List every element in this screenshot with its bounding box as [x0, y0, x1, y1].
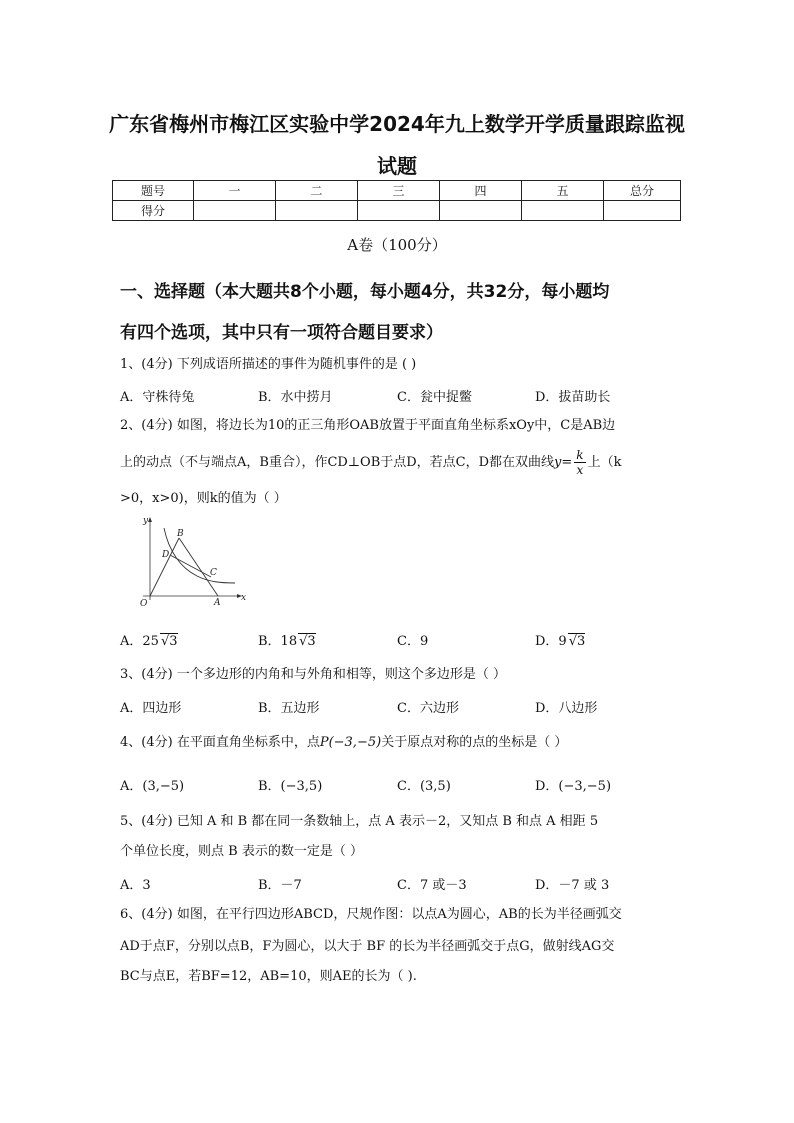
- volume-heading: A卷（100分）: [347, 236, 447, 254]
- option-b: [258, 630, 316, 649]
- question-2-figure: [133, 512, 248, 610]
- score-header-cell: 题号: [113, 181, 194, 201]
- figure-label-o: O: [140, 599, 148, 609]
- fraction-numerator: k: [576, 448, 584, 462]
- option-d: D．(−3,−5): [535, 779, 612, 794]
- option-b: B．(−3,5): [258, 779, 323, 794]
- question-2-line-1: 2、(4分) 如图，将边长为10的正三角形OAB放置于平面直角坐标系xOy中，C是AB边: [120, 418, 616, 433]
- option-d: D．八边形: [535, 701, 598, 716]
- question-3-stem: 3、(4分) 一个多边形的内角和与外角和相等，则这个多边形是（ ）: [120, 667, 506, 682]
- question-4-options: [120, 775, 680, 795]
- score-header-cell: 总分: [604, 181, 681, 201]
- score-header-cell: 五: [522, 181, 604, 201]
- question-5-line-2: 个单位长度，则点 B 表示的数一定是（ ）: [120, 844, 363, 859]
- score-row-label: 得分: [113, 201, 194, 221]
- side-ob: [150, 538, 179, 596]
- section-heading: 一、选择题（本大题共8个小题，每小题4分，共32分，每小题均: [120, 282, 610, 302]
- option-a-radicand: 3: [169, 634, 178, 649]
- side-ab: [179, 538, 218, 596]
- score-cell: [604, 201, 681, 221]
- question-4-text: 4、(4分) 在平面直角坐标系中，点: [120, 735, 320, 750]
- fraction-denominator: x: [576, 463, 584, 477]
- option-b: B．五边形: [258, 701, 320, 716]
- score-cell: [276, 201, 358, 221]
- figure-label-y: y: [143, 516, 149, 526]
- option-d-label: D．9: [535, 634, 567, 649]
- figure-label-b: B: [177, 529, 184, 539]
- y-axis-arrow: [148, 517, 152, 522]
- option-d-radical: √3: [568, 634, 586, 649]
- question-5-options: [120, 874, 680, 894]
- option-a: A．3: [120, 878, 151, 893]
- question-2-options: [120, 630, 680, 650]
- option-a: [120, 630, 178, 649]
- question-6-line-2: AD于点F，分别以点B，F为圆心，以大于 BF 的长为半径画弧交于点G，做射线AG交: [120, 939, 615, 954]
- question-6-line-1: 6、(4分) 如图，在平行四边形ABCD，尺规作图：以点A为圆心，AB的长为半径画弧交: [120, 907, 622, 922]
- question-2-line-3: >0，x>0)，则k的值为（ ）: [120, 491, 287, 506]
- option-d: D．－7 或 3: [535, 878, 610, 893]
- figure-label-d: D: [162, 550, 170, 560]
- question-2-text: 上（k: [587, 455, 622, 470]
- question-4-stem: [120, 733, 680, 753]
- score-table-header-row: [113, 181, 681, 201]
- option-c: C．六边形: [397, 701, 459, 716]
- question-6-line-3: BC与点E，若BF=12，AB=10，则AE的长为（ ).: [120, 969, 417, 984]
- option-a: A．守株待兔: [120, 390, 195, 405]
- document-title: 广东省梅州市梅江区实验中学2024年九上数学开学质量跟踪监视: [109, 112, 685, 136]
- question-3-options: [120, 697, 680, 717]
- option-a: A．(3,−5): [120, 779, 185, 794]
- score-header-cell: 三: [358, 181, 440, 201]
- option-b-label: B．18: [258, 634, 298, 649]
- score-cell: [358, 201, 440, 221]
- point-p: P(−3,−5): [319, 735, 382, 750]
- option-d: [535, 630, 585, 649]
- score-header-cell: 二: [276, 181, 358, 201]
- option-a-label: A．25: [120, 634, 159, 649]
- question-2-text: 上的动点（不与端点A，B重合），作CD⊥OB于点D，若点C，D都在双曲线: [120, 455, 555, 470]
- option-b-radical: √3: [299, 634, 316, 649]
- figure-label-x: x: [241, 593, 247, 603]
- option-c: C．9: [397, 634, 429, 649]
- question-1-options: [120, 386, 680, 406]
- option-d-radicand: 3: [577, 634, 586, 649]
- question-2-line-2: [120, 446, 680, 480]
- option-b-radicand: 3: [307, 634, 316, 649]
- fraction: [574, 448, 585, 477]
- score-cell: [194, 201, 276, 221]
- score-table: [112, 180, 681, 221]
- score-cell: [522, 201, 604, 221]
- option-c: C．(3,5): [397, 779, 451, 794]
- option-c: C．瓮中捉鳖: [397, 390, 472, 405]
- question-5-line-1: 5、(4分) 已知 A 和 B 都在同一条数轴上，点 A 表示－2，又知点 B 和点 A 相距 5: [120, 814, 599, 829]
- figure-label-c: C: [210, 568, 217, 578]
- section-heading-continued: 有四个选项，其中只有一项符合题目要求）: [120, 323, 443, 343]
- option-a-radical: √3: [160, 634, 178, 649]
- option-b: B．水中捞月: [258, 390, 333, 405]
- option-b: B．－7: [258, 878, 302, 893]
- equation-lhs: y=: [554, 455, 573, 470]
- score-header-cell: 一: [194, 181, 276, 201]
- score-header-cell: 四: [440, 181, 522, 201]
- option-d: D．拔苗助长: [535, 390, 611, 405]
- hyperbola-curve: [164, 528, 235, 583]
- score-cell: [440, 201, 522, 221]
- figure-label-a: A: [214, 598, 221, 608]
- question-1-stem: 1、(4分) 下列成语所描述的事件为随机事件的是 ( ): [120, 357, 417, 372]
- score-table-score-row: [113, 201, 681, 221]
- document-title-continued: 试题: [377, 154, 417, 178]
- question-4-text: 关于原点对称的点的坐标是（ ）: [381, 735, 568, 750]
- option-a: A．四边形: [120, 701, 182, 716]
- option-c: C．7 或－3: [397, 878, 467, 893]
